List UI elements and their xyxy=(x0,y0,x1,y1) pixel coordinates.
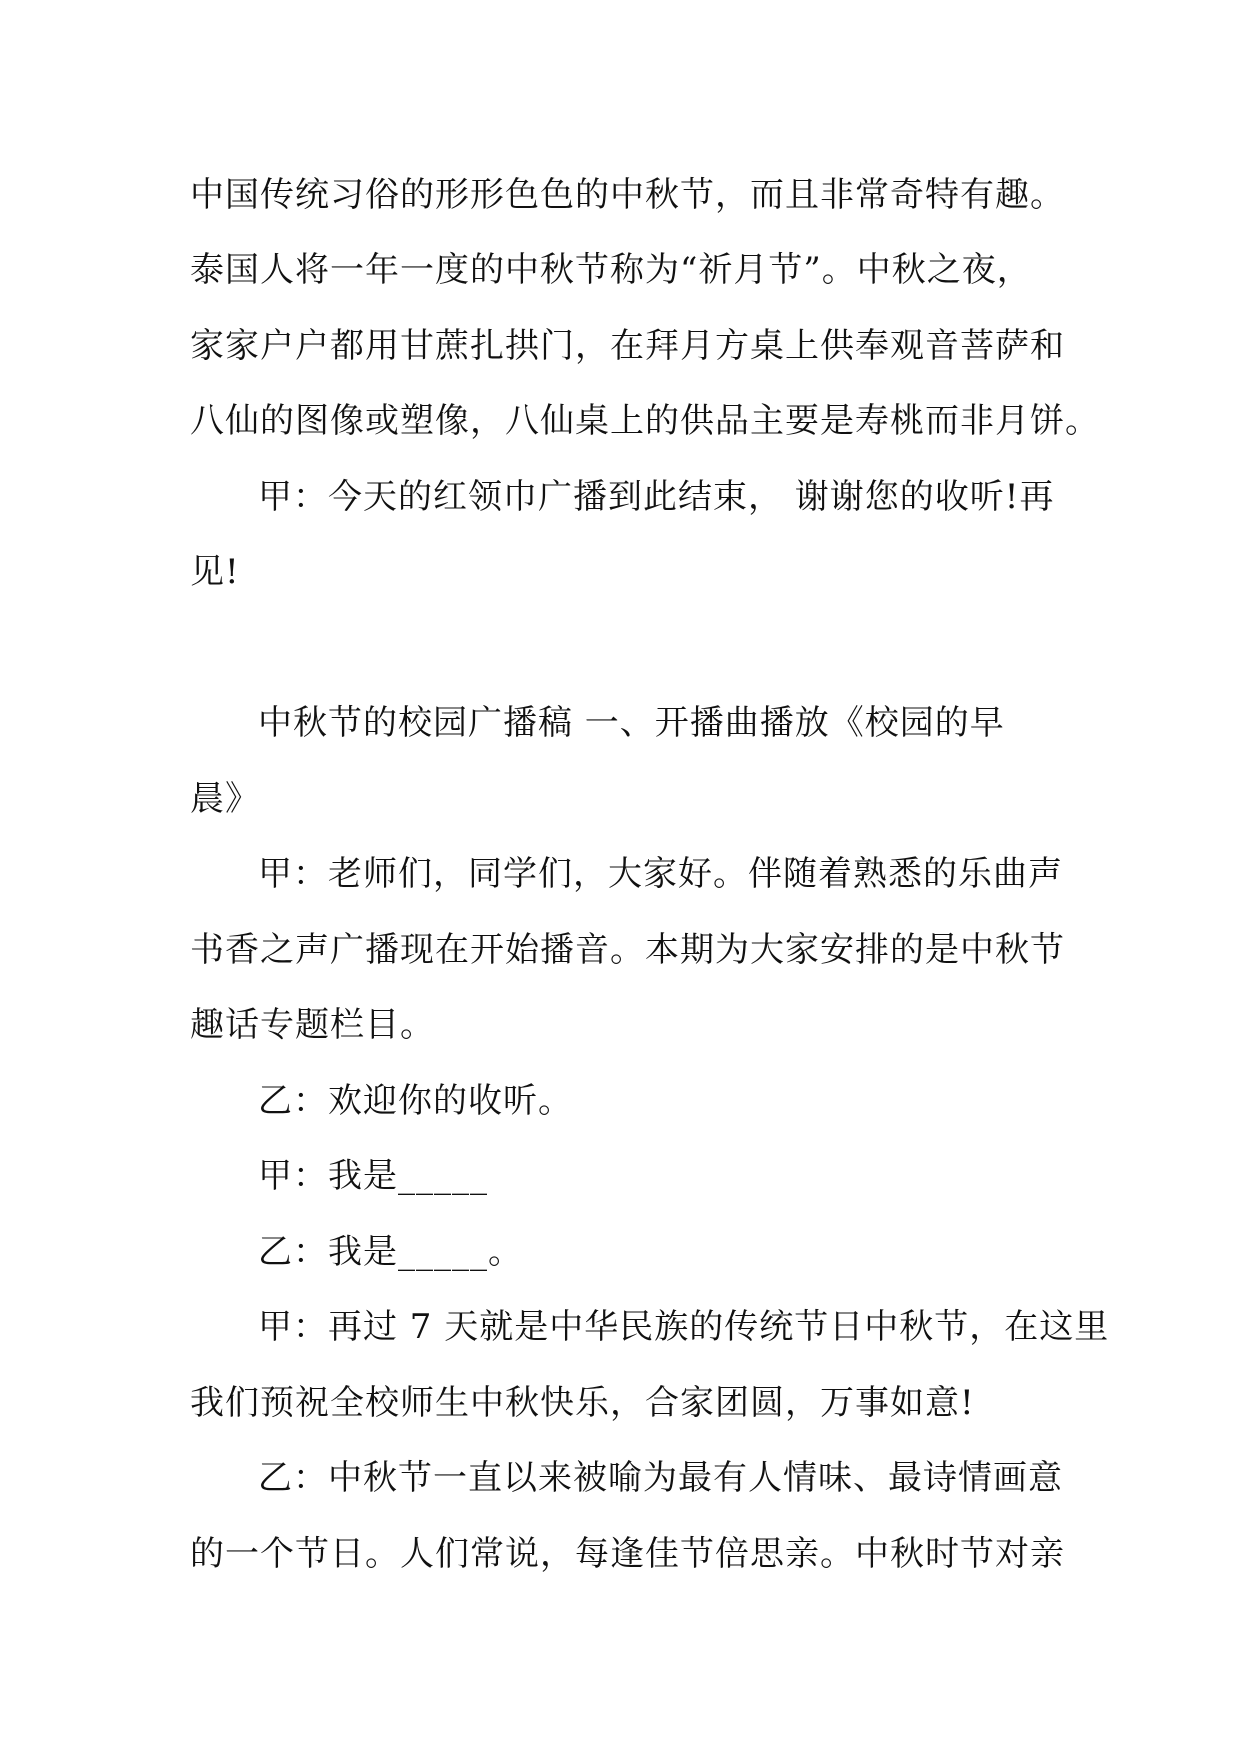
paragraph-line: 家家户户都用甘蔗扎拱门，在拜月方桌上供奉观音菩萨和 xyxy=(190,326,1065,366)
paragraph-line: 晨》 xyxy=(190,779,260,819)
dialogue-line: 乙：我是_____。 xyxy=(258,1232,523,1272)
dialogue-line: 甲：老师们，同学们，大家好。伴随着熟悉的乐曲声 xyxy=(258,854,1063,894)
paragraph-line: 我们预祝全校师生中秋快乐，合家团圆，万事如意! xyxy=(190,1383,975,1423)
paragraph-line: 书香之声广播现在开始播音。本期为大家安排的是中秋节 xyxy=(190,930,1065,970)
dialogue-line: 乙：欢迎你的收听。 xyxy=(258,1081,573,1121)
dialogue-line: 甲：我是_____ xyxy=(258,1156,488,1196)
paragraph-line: 见! xyxy=(190,552,240,592)
dialogue-line: 乙：中秋节一直以来被喻为最有人情味、最诗情画意 xyxy=(258,1458,1063,1498)
dialogue-line: 甲：再过 7 天就是中华民族的传统节日中秋节，在这里 xyxy=(258,1307,1110,1347)
paragraph-line: 泰国人将一年一度的中秋节称为“祈月节”。中秋之夜， xyxy=(190,250,1032,290)
paragraph-line: 的一个节日。人们常说，每逢佳节倍思亲。中秋时节对亲 xyxy=(190,1534,1065,1574)
dialogue-line: 甲：今天的红领巾广播到此结束， 谢谢您的收听!再 xyxy=(258,477,1055,517)
paragraph-line: 中国传统习俗的形形色色的中秋节，而且非常奇特有趣。 xyxy=(190,175,1065,215)
paragraph-line: 趣话专题栏目。 xyxy=(190,1005,435,1045)
section-heading-line: 中秋节的校园广播稿 一、开播曲播放《校园的早 xyxy=(258,703,1005,743)
paragraph-line: 八仙的图像或塑像，八仙桌上的供品主要是寿桃而非月饼。 xyxy=(190,401,1100,441)
